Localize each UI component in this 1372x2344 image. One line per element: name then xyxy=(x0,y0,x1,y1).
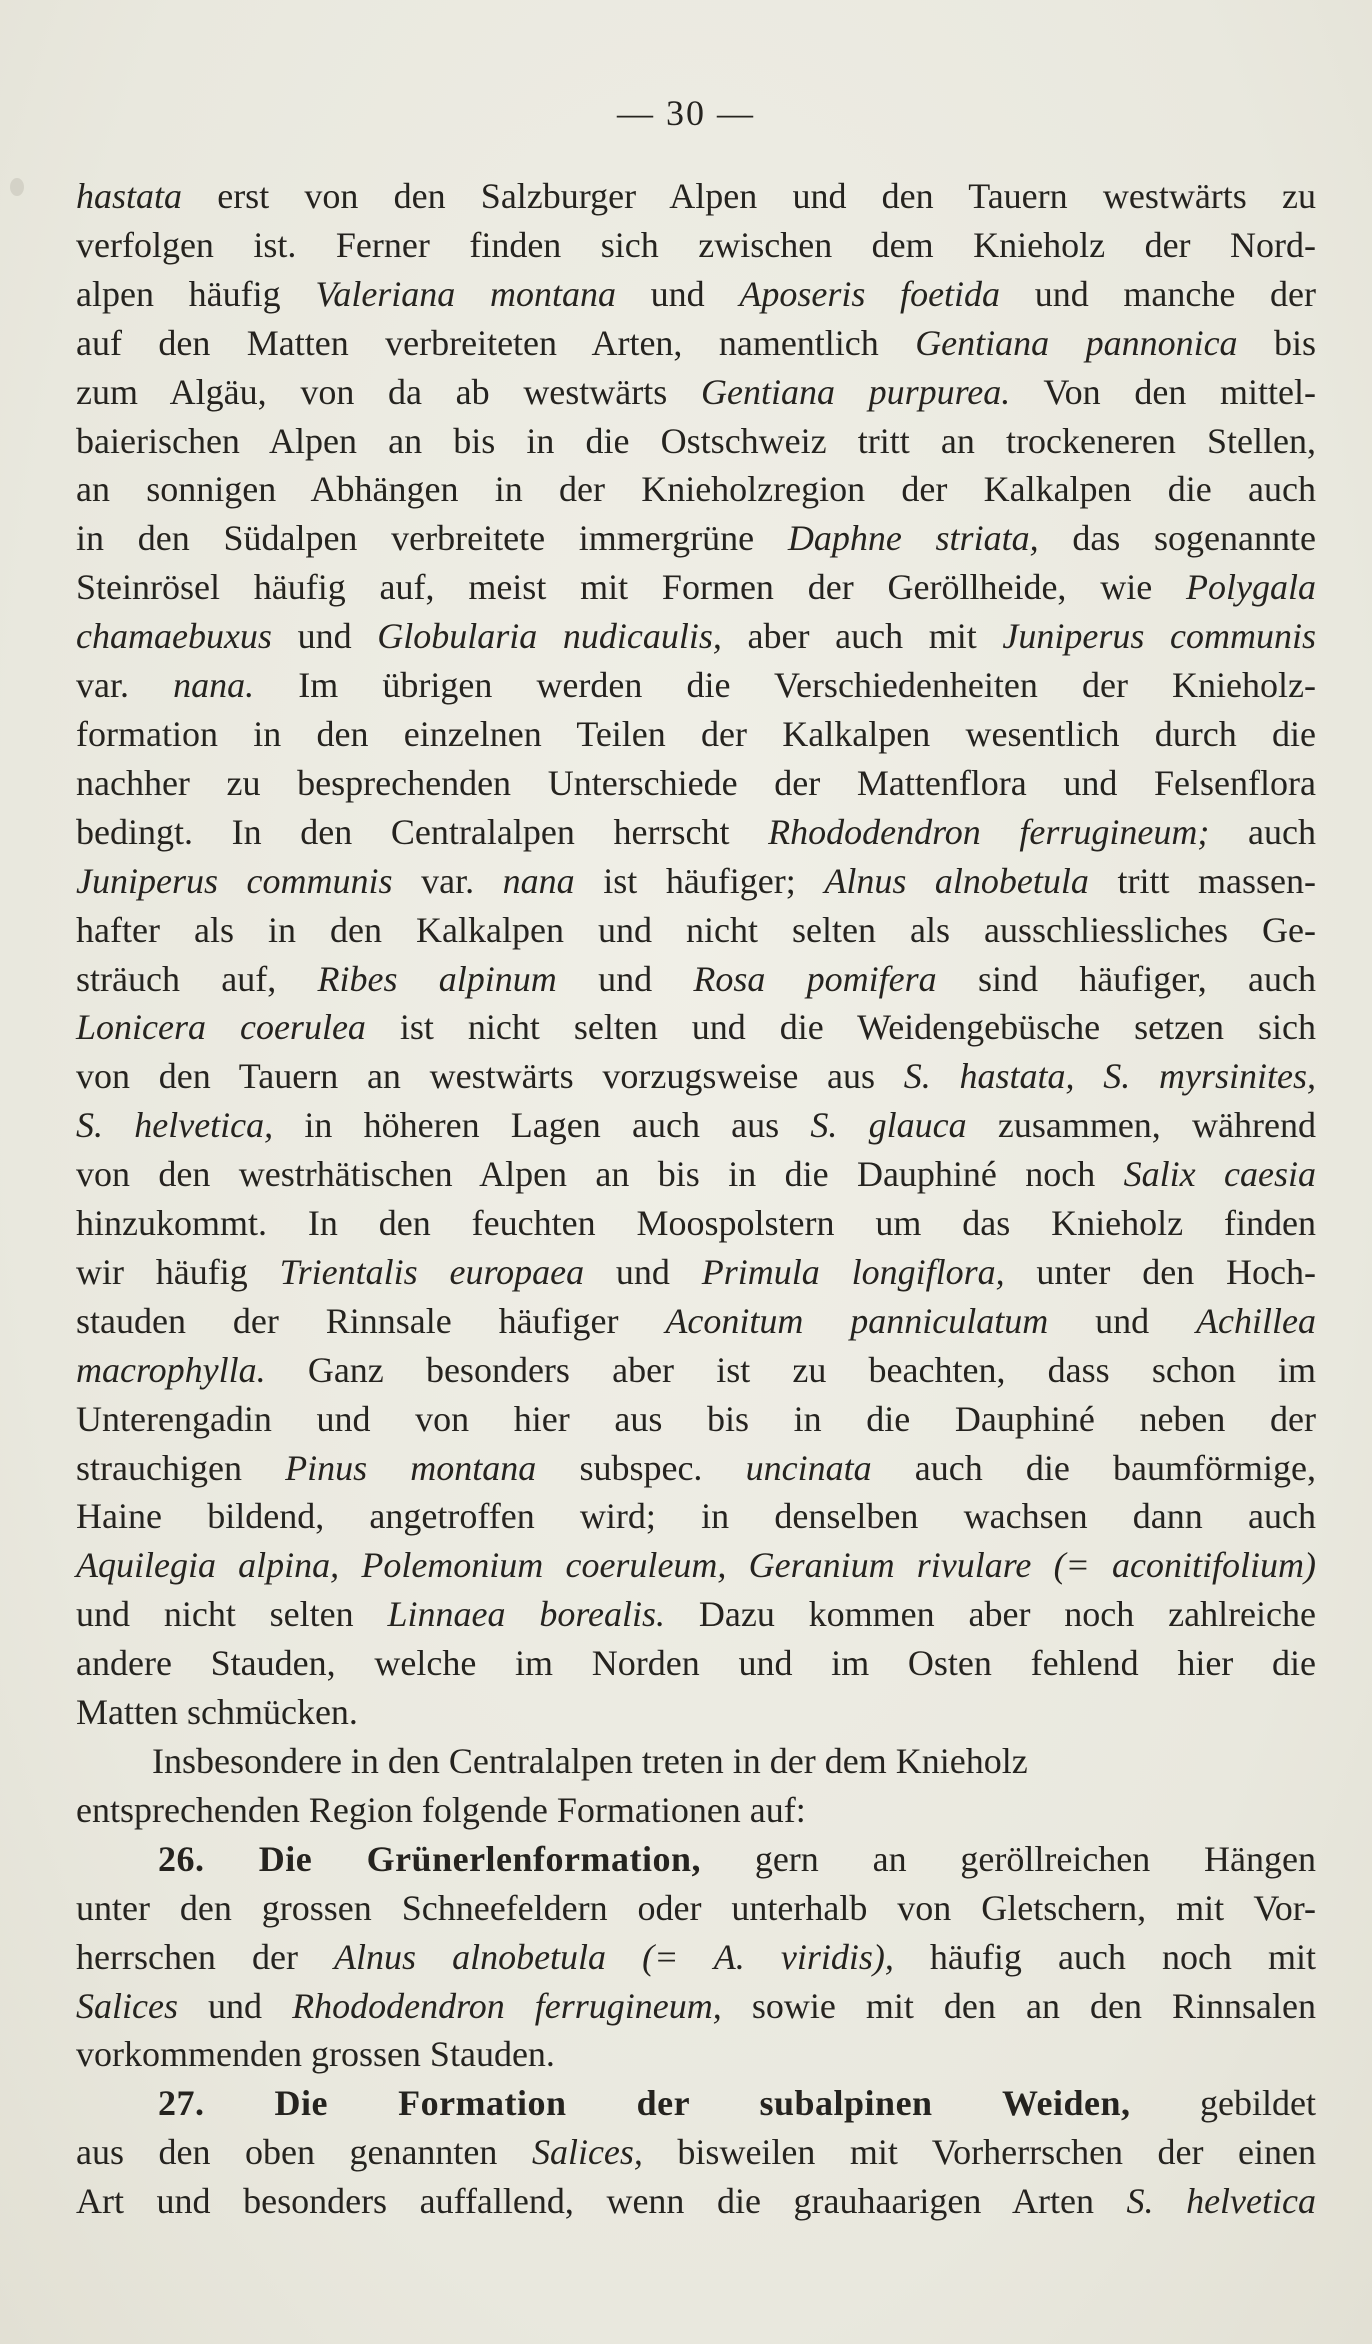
species-name: Globularia nudicaulis, xyxy=(377,616,722,657)
species-name: Rosa pomifera xyxy=(693,958,937,999)
section-heading: 26. Die Grünerlenformation, xyxy=(158,1838,702,1879)
species-name: Juniperus communis xyxy=(1002,616,1316,657)
text-run: auch xyxy=(1209,811,1316,852)
text-run: Im übrigen werden die Verschiedenheiten der Knieholz- xyxy=(254,665,1316,706)
text-line xyxy=(76,319,1316,368)
text-run: formation in den einzelnen Teilen der Kalkalpen wesentlich durch die xyxy=(76,713,1316,754)
species-name: Trientalis europaea xyxy=(279,1251,585,1292)
text-run: Unterengadin und von hier aus bis in die Dauphiné neben der xyxy=(76,1398,1316,1439)
species-name: Aconitum panniculatum xyxy=(665,1300,1049,1341)
text-run: in höheren Lagen auch aus xyxy=(273,1105,811,1146)
text-run: bisweilen mit Vorherrschen der einen xyxy=(642,2132,1316,2173)
text-run: das sogenannte xyxy=(1038,518,1316,559)
text-line xyxy=(76,1884,1316,1933)
text-run: bis xyxy=(1237,322,1316,363)
text-line xyxy=(76,1052,1316,1101)
text-run: sowie mit den an den Rinnsalen xyxy=(721,1985,1317,2026)
text-line xyxy=(76,221,1316,270)
text-run: nachher zu besprechenden Unterschiede der Mattenflora und Felsenflora xyxy=(76,762,1316,803)
text-run: Haine bildend, angetroffen wird; in denselben wachsen dann auch xyxy=(76,1496,1316,1537)
text-line xyxy=(76,1248,1316,1297)
species-name: nana. xyxy=(173,665,255,706)
species-name: S. helvetica xyxy=(1126,2181,1316,2222)
text-run: und xyxy=(1048,1300,1197,1341)
species-name: Primula longiflora, xyxy=(701,1251,1005,1292)
species-name: Alnus alnobetula xyxy=(824,860,1089,901)
text-line xyxy=(76,368,1316,417)
text-run: und xyxy=(177,1985,293,2026)
text-run: hinzukommt. In den feuchten Moospolstern um das Knieholz finden xyxy=(76,1203,1316,1244)
text-run: sträuch auf, xyxy=(76,958,318,999)
species-name: Linnaea borealis. xyxy=(387,1594,666,1635)
species-name: nana xyxy=(502,860,575,901)
species-name: S. glauca xyxy=(810,1105,967,1146)
species-name: Salix caesia xyxy=(1123,1154,1316,1195)
text-run: vorkommenden grossen Stauden. xyxy=(76,2034,555,2075)
text-line xyxy=(76,1639,1316,1688)
species-name: hastata xyxy=(76,176,183,216)
text-run: zusammen, während xyxy=(966,1105,1316,1146)
text-line xyxy=(76,1492,1316,1541)
species-name: Polygala xyxy=(1186,567,1316,608)
text-line xyxy=(76,612,1316,661)
text-line xyxy=(76,270,1316,319)
species-name: Aquilegia alpina, Polemonium coeruleum, Geranium rivulare (= aconitifolium) xyxy=(76,1545,1316,1586)
text-run: verfolgen ist. Ferner finden sich zwischen dem Knieholz der Nord- xyxy=(76,224,1316,265)
text-run: und manche der xyxy=(1000,273,1317,314)
text-run: unter den grossen Schneefeldern oder unterhalb von Gletschern, mit Vor- xyxy=(76,1887,1316,1928)
text-line xyxy=(76,1150,1316,1199)
text-run: Von den mittel- xyxy=(1010,371,1316,412)
text-run: auch die baumförmige, xyxy=(871,1447,1316,1488)
text-line xyxy=(76,1101,1316,1150)
text-run: Ganz besonders aber ist zu beachten, dass schon im xyxy=(265,1349,1316,1390)
text-run: und xyxy=(616,273,740,314)
text-run: subspec. xyxy=(536,1447,746,1488)
species-name: Rhododendron ferrugineum, xyxy=(292,1985,722,2026)
species-name: Achillea xyxy=(1196,1300,1316,1341)
text-run: wir häufig xyxy=(76,1251,280,1292)
text-run: häufig auch noch mit xyxy=(893,1936,1317,1977)
text-line xyxy=(76,563,1316,612)
text-run: und xyxy=(271,616,378,657)
text-line xyxy=(76,661,1316,710)
text-run: erst von den Salzburger Alpen und den Tauern westwärts zu xyxy=(182,176,1316,216)
species-name: S. helvetica, xyxy=(76,1105,274,1146)
text-run: strauchigen xyxy=(76,1447,286,1488)
text-line xyxy=(76,710,1316,759)
text-run: aus den oben genannten xyxy=(76,2132,532,2173)
text-line xyxy=(76,2128,1316,2177)
text-line xyxy=(76,417,1316,466)
species-name: Ribes alpinum xyxy=(317,958,557,999)
text-run: sind häufiger, auch xyxy=(936,958,1317,999)
text-run: zum Algäu, von da ab westwärts xyxy=(76,371,701,412)
species-name: Salices xyxy=(76,1985,178,2026)
species-name: Gentiana pannonica xyxy=(915,322,1238,363)
text-line xyxy=(76,1297,1316,1346)
species-name: uncinata xyxy=(745,1447,872,1488)
text-line xyxy=(76,1199,1316,1248)
species-name: Salices, xyxy=(531,2132,643,2173)
text-line xyxy=(76,1737,1316,1786)
species-name: Alnus alnobetula (= A. viridis), xyxy=(334,1936,894,1977)
text-run: var. xyxy=(392,860,503,901)
text-line xyxy=(76,514,1316,563)
species-name: Pinus montana xyxy=(285,1447,537,1488)
species-name: Rhododendron ferrugineum; xyxy=(768,811,1210,852)
text-line xyxy=(76,808,1316,857)
text-line xyxy=(76,2030,1316,2079)
section-heading: 27. Die Formation der subalpinen Weiden, xyxy=(158,2083,1131,2124)
text-run: von den Tauern an westwärts vorzugsweise aus xyxy=(76,1056,904,1097)
text-line xyxy=(76,759,1316,808)
text-line xyxy=(76,2079,1316,2128)
text-run: tritt massen- xyxy=(1088,860,1317,901)
page-number: — 30 — xyxy=(617,93,755,133)
text-run: stauden der Rinnsale häufiger xyxy=(76,1300,666,1341)
text-run: bedingt. In den Centralalpen herrscht xyxy=(76,811,769,852)
text-line xyxy=(76,1395,1316,1444)
text-run: in den Südalpen verbreitete immergrüne xyxy=(76,518,788,559)
text-run: Insbesondere in den Centralalpen treten in der dem Knieholz xyxy=(152,1741,1028,1781)
species-name: Gentiana purpurea. xyxy=(700,371,1011,412)
species-name: Daphne striata, xyxy=(787,518,1039,559)
text-run: von den westrhätischen Alpen an bis in die Dauphiné noch xyxy=(76,1154,1124,1195)
text-run: Art und besonders auffallend, wenn die grauhaarigen Arten xyxy=(76,2181,1127,2222)
text-run: entsprechenden Region folgende Formationen auf: xyxy=(76,1789,806,1830)
text-line xyxy=(76,1835,1316,1884)
text-line xyxy=(76,906,1316,955)
text-line xyxy=(76,2177,1316,2226)
text-line xyxy=(76,1786,1316,1835)
text-run: an sonnigen Abhängen in der Knieholzregion der Kalkalpen die auch xyxy=(76,469,1316,510)
species-name: Valeriana montana xyxy=(315,273,616,314)
paper-speck xyxy=(10,178,24,196)
text-line xyxy=(76,1933,1316,1982)
text-run: unter den Hoch- xyxy=(1004,1251,1316,1292)
species-name: S. hastata, S. myrsinites, xyxy=(903,1056,1316,1097)
text-run: hafter als in den Kalkalpen und nicht selten als ausschliessliches Ge- xyxy=(76,909,1316,950)
text-run: baierischen Alpen an bis in die Ostschweiz tritt an trockeneren Stellen, xyxy=(76,420,1316,461)
text-run: gern an geröllreichen Hängen xyxy=(701,1838,1317,1879)
text-line xyxy=(76,1444,1316,1493)
text-line xyxy=(76,1982,1316,2031)
text-run: herrschen der xyxy=(76,1936,335,1977)
species-name: macrophylla. xyxy=(76,1349,266,1390)
species-name: Lonicera coerulea xyxy=(76,1007,366,1048)
text-run: auf den Matten verbreiteten Arten, namentlich xyxy=(76,322,916,363)
text-run: gebildet xyxy=(1130,2083,1316,2124)
text-run: und nicht selten xyxy=(76,1594,388,1635)
text-run: var. xyxy=(76,665,174,706)
species-name: chamaebuxus xyxy=(76,616,272,657)
text-run: alpen häufig xyxy=(76,273,316,314)
text-line xyxy=(76,1541,1316,1590)
species-name: Aposeris foetida xyxy=(739,273,1001,314)
text-line xyxy=(76,1003,1316,1052)
text-run: Steinrösel häufig auf, meist mit Formen der Geröllheide, wie xyxy=(76,567,1187,608)
text-run: andere Stauden, welche im Norden und im Osten fehlend hier die xyxy=(76,1643,1316,1684)
text-run: und xyxy=(556,958,694,999)
text-run: aber auch mit xyxy=(721,616,1003,657)
text-run: und xyxy=(584,1251,702,1292)
text-line xyxy=(76,857,1316,906)
text-run: Dazu kommen aber noch zahlreiche xyxy=(665,1594,1316,1635)
text-run: ist häufiger; xyxy=(574,860,825,901)
text-line xyxy=(76,1590,1316,1639)
body-text xyxy=(76,172,1316,2226)
text-line xyxy=(76,1688,1316,1737)
text-line xyxy=(76,465,1316,514)
text-line xyxy=(76,955,1316,1004)
species-name: Juniperus communis xyxy=(76,860,393,901)
text-line xyxy=(76,1346,1316,1395)
text-line xyxy=(76,172,1316,221)
text-run: Matten schmücken. xyxy=(76,1692,358,1733)
text-run: ist nicht selten und die Weidengebüsche setzen sich xyxy=(365,1007,1317,1048)
